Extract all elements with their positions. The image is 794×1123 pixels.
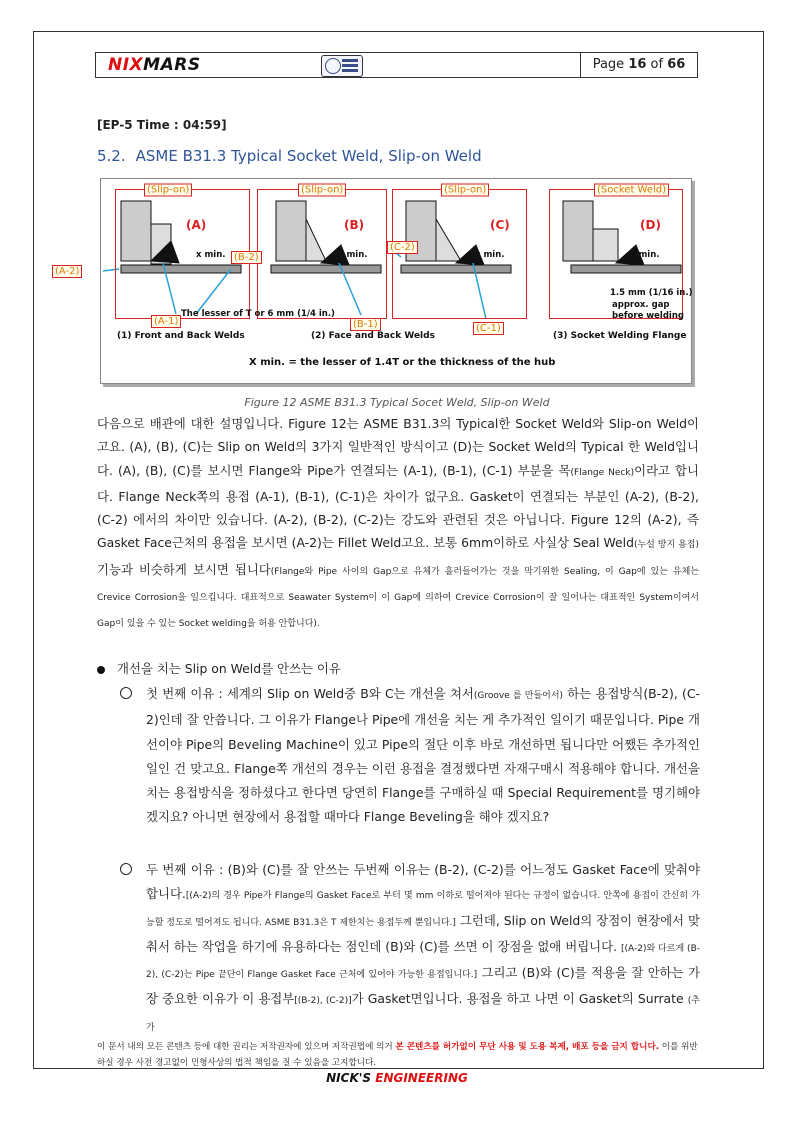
emblem-icon (321, 55, 363, 77)
circle-bullet-icon (120, 863, 132, 875)
bullet-heading: 개선을 치는 Slip on Weld를 안쓰는 이유 (97, 659, 341, 677)
xmin-b: x min. (338, 250, 368, 260)
weld-figure (100, 178, 692, 384)
panel-c-tag: (Slip-on) (441, 184, 489, 197)
panel-b-label: (B) (344, 218, 365, 232)
annotation-a2: (A-2) (52, 265, 82, 278)
gap-note-2: approx. gap (612, 300, 670, 310)
annotation-c1: (C-1) (473, 322, 504, 335)
annotation-c2: (C-2) (387, 241, 418, 254)
panel-c-label: (C) (490, 218, 510, 232)
xmin-a: x min. (196, 250, 226, 260)
figure-caption: Figure 12 ASME B31.3 Typical Socet Weld, Slip-on Weld (244, 396, 550, 409)
panel-b-tag: (Slip-on) (298, 184, 346, 197)
annotation-b1: (B-1) (350, 318, 381, 331)
panel-d-tag: (Socket Weld) (594, 184, 669, 197)
annotation-a1: (A-1) (151, 315, 181, 328)
gap-note-3: before welding (612, 311, 684, 321)
xmin-d: x min. (630, 250, 660, 260)
page-number: Page 16 of 66 (580, 53, 697, 77)
page-header (95, 52, 698, 78)
caption-face-back: (2) Face and Back Welds (311, 331, 435, 341)
nixmars-logo: NIXMARS (108, 55, 201, 75)
panel-a (115, 184, 250, 319)
gap-note-1: 1.5 mm (1/16 in.) (610, 288, 693, 298)
annotation-b2: (B-2) (231, 251, 262, 264)
panel-a-tag: (Slip-on) (144, 184, 192, 197)
panel-a-label: (A) (186, 218, 207, 232)
panel-d-label: (D) (640, 218, 661, 232)
lesser-note: The lesser of T or 6 mm (1/4 in.) (181, 309, 335, 319)
xmin-formula: X min. = the lesser of 1.4T or the thickness of the hub (249, 357, 556, 368)
copyright-notice: 이 문서 내의 모든 콘텐츠 등에 대한 권리는 저작권자에 있으며 저작권법에 의거 본 콘텐츠를 허가없이 무단 사용 및 도용 복제, 배포 등을 금지 합니다. 이를 위반 하실 경우 사전 경고없이 민형사상의 법적 책임을 질 수 있음을 고지합니다. (97, 1042, 698, 1068)
panel-c (392, 184, 527, 319)
circle-bullet-icon (120, 687, 132, 699)
panel-d (549, 184, 693, 321)
panel-b (257, 184, 387, 319)
reason-two: 두 번째 이유 : (B)와 (C)를 잘 안쓰는 두번째 이유는 (B-2), (C-2)를 어느정도 Gasket Face에 맞춰야 합니다.[(A-2)의 경우 Pipe가 Flange의 Gasket Face로 부터 몇 mm 이하로 떨어져야 된다는 규정이 없습니다. 안쪽에 용접이 간신히 가능할 정도로 떨어져도 됩니다. ASME B31.3은 T 제한치는 용접두께 뿐입니다.] 그런데, Slip on Weld의 장점이 현장에서 맞춰서 하는 작업을 하기에 유용하다는 점인데 (B)와 (C)를 쓰면 이 장점을 없애 버립니다. [(A-2)와 다르게 (B-2), (C-2)는 Pipe 끝단이 Flange Gasket Face 근처에 있어야 가능한 용접입니다.] 그리고 (B)와 (C)를 적용을 잘 안하는 가장 중요한 이유가 이 용접부[(B-2), (C-2)]가 Gasket면입니다. 용접을 하고 나면 이 Gasket의 Surrate (추가 (120, 858, 700, 1040)
reason-one: 첫 번째 이유 : 세계의 Slip on Weld중 B와 C는 개선을 쳐서(Groove 를 만들어서) 하는 용접방식(B-2), (C-2)인데 잘 안씁니다. 그 이유가 Flange나 Pipe에 개선을 치는 게 추가적인 일이기 때문입니다. Pipe 개선이야 Pipe의 Beveling Machine이 있고 Pipe의 절단 이후 바로 개선하면 됩니다만 어쨌든 추가적인 일인 건 맞고요. Flange쪽 개선의 경우는 이런 용접을 결정했다면 자재구매시 적용해야 합니다. 개선을 치는 용접방식을 정하셨다고 한다면 당연히 Flange를 구매하실 때 Special Requirement를 명기해야겠지요? 아니면 현장에서 용접할 때마다 Flange Beveling을 해야 겠지요? (120, 682, 700, 830)
section-heading: 5.2. ASME B31.3 Typical Socket Weld, Slip-on Weld (97, 147, 482, 165)
caption-socket: (3) Socket Welding Flange (553, 331, 687, 341)
footer-brand: NICK'S ENGINEERING (326, 1071, 468, 1085)
episode-label: [EP-5 Time : 04:59] (97, 118, 227, 132)
bullet-dot-icon (97, 666, 105, 674)
xmin-c: x min. (475, 250, 505, 260)
body-paragraph: 다음으로 배관에 대한 설명입니다. Figure 12는 ASME B31.3의 Typical한 Socket Weld와 Slip-on Weld이고요. (A), (B), (C)는 Slip on Weld의 3가지 일반적인 방식이고 (D)는 Socket Weld의 Typical 한 Weld입니다. (A), (B), (C)를 보시면 Flange와 Pipe가 연결되는 (A-1), (B-1), (C-1) 부분을 목(Flange Neck)이라고 합니다. Flange Neck쪽의 용접 (A-1), (B-1), (C-1)은 차이가 없구요. Gasket이 연결되는 부분인 (A-2), (B-2), (C-2) 에서의 차이만 있습니다. (A-2), (B-2), (C-2)는 강도와 관련된 것은 아닙니다. Figure 12의 (A-2), 즉 Gasket Face근처의 용접을 보시면 (A-2)는 Fillet Weld고요. 보통 6mm이하로 사실상 Seal Weld(누설 방지 용접) 기능과 비슷하게 보시면 됩니다(Flange와 Pipe 사이의 Gap으로 유체가 흘러들어가는 것을 막기위한 Sealing, 이 Gap에 있는 유체는 Crevice Corrosion을 일으킵니다. 대표적으로 Seawater System이 이 Gap에 의하여 Crevice Corrosion이 잘 일어나는 대표적인 System이여서 Gap이 있을 수 있는 Socket welding을 허용 안합니다). (97, 416, 699, 630)
caption-front-back: (1) Front and Back Welds (117, 331, 245, 341)
